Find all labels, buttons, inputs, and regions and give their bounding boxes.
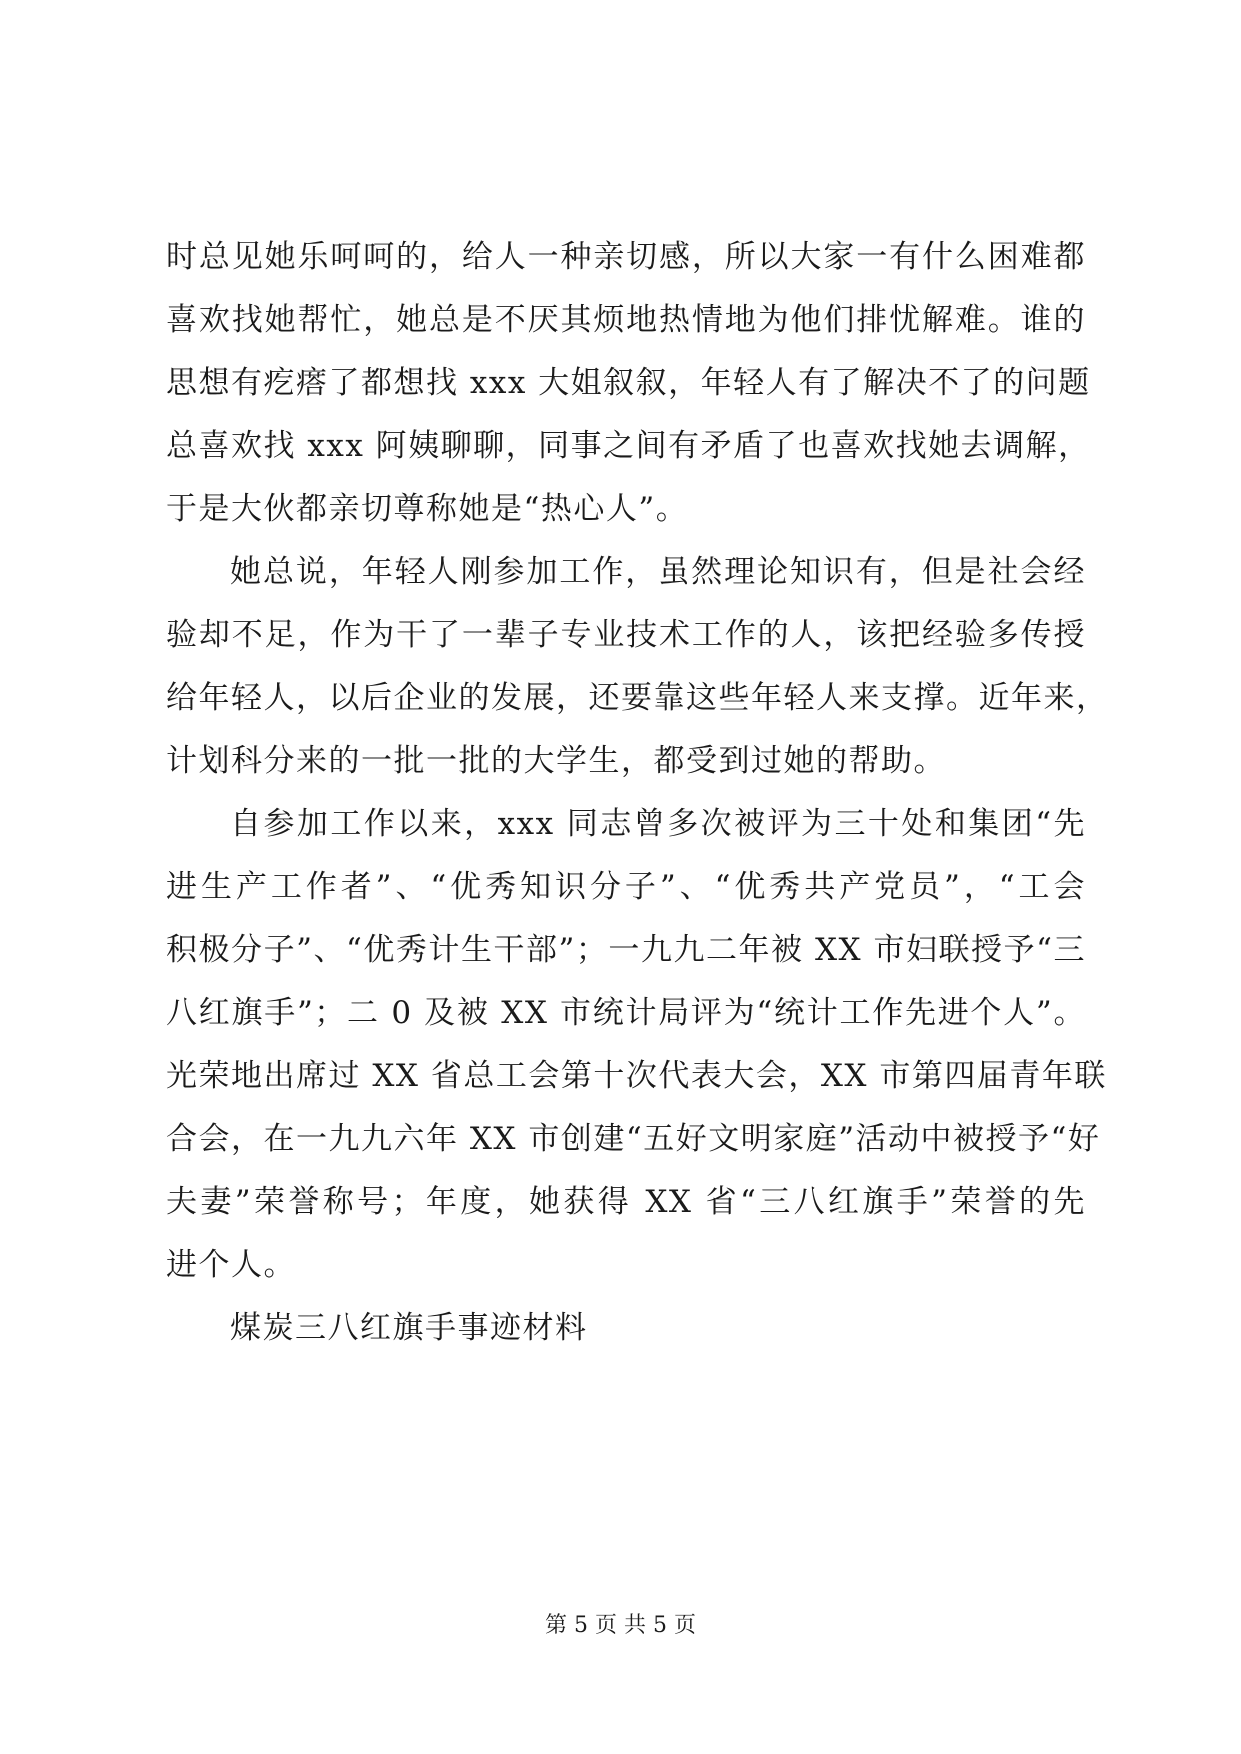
text-line: 于是大伙都亲切尊称她是“热心人”。 [166,491,689,527]
text-line: 总喜欢找 xxx 阿姨聊聊，同事之间有矛盾了也喜欢找她去调解， [166,428,1091,464]
document-subheading: 煤炭三八红旗手事迹材料 [230,1310,588,1346]
text-line: 喜欢找她帮忙，她总是不厌其烦地热情地为他们排忧解难。谁的 [166,302,1086,338]
text-line: 时总见她乐呵呵的，给人一种亲切感，所以大家一有什么困难都 [166,239,1086,275]
text-line: 她总说，年轻人刚参加工作，虽然理论知识有，但是社会经 [230,554,1086,590]
text-line: 自参加工作以来，xxx 同志曾多次被评为三十处和集团“先 [230,806,1086,842]
page-footer: 第 5 页 共 5 页 [545,1613,696,1638]
text-line: 思想有疙瘩了都想找 xxx 大姐叙叙，年轻人有了解决不了的问题 [166,365,1091,401]
text-line: 进个人。 [166,1247,296,1283]
text-line: 给年轻人，以后企业的发展，还要靠这些年轻人来支撑。近年来， [166,680,1109,716]
text-line: 验却不足，作为干了一辈子专业技术工作的人，该把经验多传授 [166,617,1086,653]
text-line: 计划科分来的一批一批的大学生，都受到过她的帮助。 [166,743,946,779]
text-line: 合会，在一九九六年 XX 市创建“五好文明家庭”活动中被授予“好 [166,1121,1101,1157]
text-line: 积极分子”、“优秀计生干部”；一九九二年被 XX 市妇联授予“三 [166,932,1086,968]
text-line: 光荣地出席过 XX 省总工会第十次代表大会，XX 市第四届青年联 [166,1058,1107,1094]
text-line: 八红旗手”；二 0 及被 XX 市统计局评为“统计工作先进个人”。 [166,995,1086,1031]
document-body [166,226,1109,1360]
text-line: 夫妻”荣誉称号；年度，她获得 XX 省“三八红旗手”荣誉的先 [166,1184,1086,1220]
text-line: 进生产工作者”、“优秀知识分子”、“优秀共产党员”，“工会 [166,869,1086,905]
